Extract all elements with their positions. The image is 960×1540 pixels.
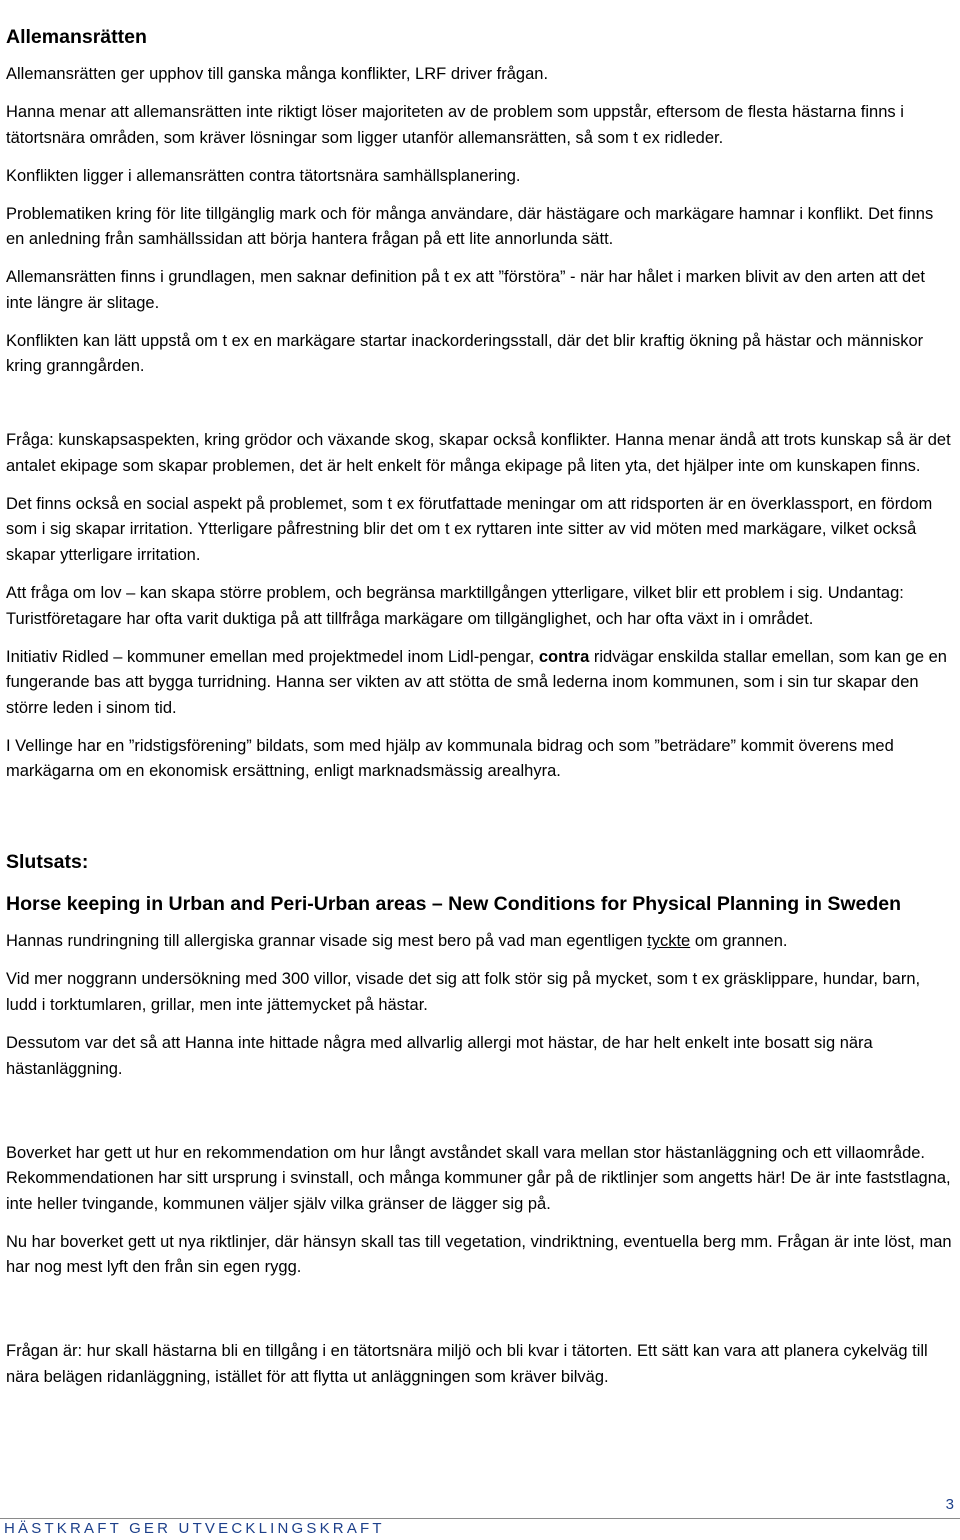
paragraph-final: Frågan är: hur skall hästarna bli en tillgång i en tätortsnära miljö och bli kvar i tätorten. Ett sätt kan vara att planera cykelväg till nära belägen ridanläggning, istället för att flytta ut anläggningen som kräver bilväg. [6,1342,928,1386]
spacer [6,392,954,428]
paragraph: Allemansrätten finns i grundlagen, men saknar definition på t ex att ”förstöra” - när har hålet i marken blivit av den arten att det inte längre är slitage. [6,268,925,312]
slutsats-heading: Slutsats: [6,851,89,874]
spacer [6,797,954,847]
paragraph: Det finns också en social aspekt på problemet, som t ex förutfattade meningar om att ridsporten är en överklassport, en fördom som i sig skapar irritation. Ytterligare påfrestning blir det om t ex ryttaren inte sitter av vid möten med markägare, vilket också skapar ytterligare irritation. [6,494,933,565]
paragraph-initiativ [6,645,954,722]
document-body [6,22,954,1403]
text-run: Hannas rundringning till allergiska grannar visade sig mest bero på vad man egentligen [6,932,648,951]
paragraph: Vid mer noggrann undersökning med 300 villor, visade det sig att folk stör sig på mycket, som t ex gräsklippare, hundar, barn, ludd i torktumlaren, grillar, men inte jättemycket på hästar. [6,970,921,1014]
spacer [6,1293,954,1339]
text-run: ridvägar enskilda stallar emellan, som kan ge en fungerande bas att bygga turridning. Hanna ser vikten av att stötta de små lederna inom kommunen, som i sin tur skapar den större leden i sinom tid. [6,647,947,717]
paragraph: Hanna menar att allemansrätten inte riktigt löser majoriteten av de problem som uppstår, eftersom de flesta hästarna finns i tätortsnära områden, som kräver lösningar som ligger utanför allemansrätten, så som t ex ridleder. [6,102,904,147]
paragraph: Fråga: kunskapsaspekten, kring grödor och växande skog, skapar också konflikter. Hanna menar ändå att trots kunskap så är det antalet ekipage som skapar problemen, det är helt enkelt för många ekipage på liten yta, det hjälper inte om kunskapen finns. [6,431,951,475]
paragraph: Att fråga om lov – kan skapa större problem, och begränsa marktillgången ytterligare, vilket blir ett problem i sig. Undantag: Turistföretagare har ofta varit duktiga på att tillfråga markägare om tillgänglighet, och har ofta växt in i området. [6,584,904,628]
bold-text: contra [538,647,590,666]
text-run: Initiativ Ridled – kommuner emellan med projektmedel inom Lidl-pengar, [6,647,539,666]
paragraph-vellinge: I Vellinge har en ”ridstigsförening” bildats, som med hjälp av kommunala bidrag och som ”beträdare” kommit överens med markägarna om en ekonomisk ersättning, enligt marknadsmässig arealhyra. [6,736,894,781]
footer-slogan: HÄSTKRAFT GER UTVECKLINGSKRAFT [4,1520,385,1537]
paragraph-hanna-rundringning [6,929,954,955]
text-run: om grannen. [690,932,788,951]
section-heading-allemansratten: Allemansrätten [6,26,147,48]
paragraph: Nu har boverket gett ut nya riktlinjer, där hänsyn skall tas till vegetation, vindriktning, eventuella berg mm. Frågan är inte löst, man har nog mest lyft den från sin egen rygg. [6,1232,952,1277]
paragraph: Konflikten kan lätt uppstå om t ex en markägare startar inackorderingsstall, där det blir kraftig ökning på hästar och människor kring granngården. [6,331,924,376]
underlined-text: tyckte [647,932,691,951]
page-number: 3 [945,1496,954,1513]
footer-divider [0,1518,960,1519]
paragraph: Dessutom var det så att Hanna inte hittade några med allvarlig allergi mot hästar, de har helt enkelt inte bosatt sig nära hästanläggning. [6,1033,873,1078]
paragraph: Boverket har gett ut hur en rekommendation om hur långt avståndet skall vara mellan stor hästanläggning och ett villaområde. Rekommendationen har sitt ursprung i svinstall, och många kommuner går på de riktlinjer som angetts här! De är inte faststlagna, inte heller tvingande, kommunen väljer själv vilka gränser de lägger sig på. [6,1143,951,1213]
paragraph: Konflikten ligger i allemansrätten contra tätortsnära samhällsplanering. [6,166,521,185]
english-title: Horse keeping in Urban and Peri-Urban areas – New Conditions for Physical Planning in Sweden [6,893,902,916]
paragraph: Problematiken kring för lite tillgänglig mark och för många användare, där hästägare och markägare hamnar i konflikt. Det finns en anledning från samhällssidan att börja hantera frågan på ett lite annorlunda sätt. [6,204,934,249]
paragraph: Allemansrätten ger upphov till ganska många konflikter, LRF driver frågan. [6,65,549,83]
spacer [6,1095,954,1141]
